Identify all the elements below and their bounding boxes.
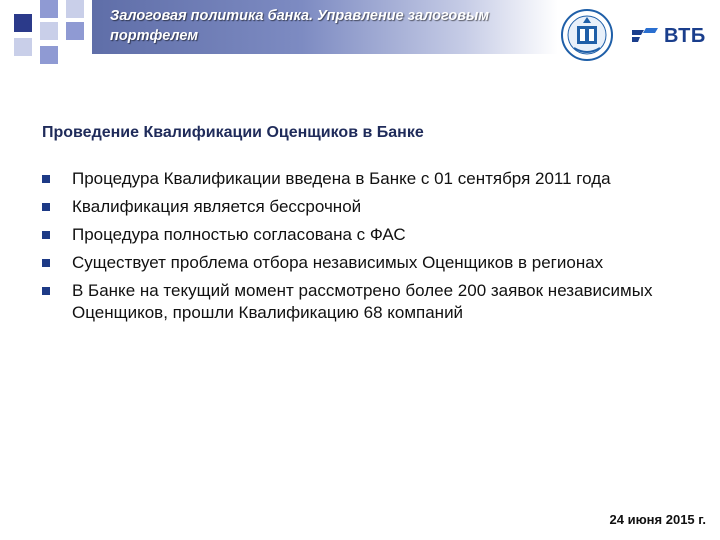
header-title: Залоговая политика банка. Управление залоговым портфелем (110, 8, 490, 44)
list-item (42, 196, 682, 218)
deco-square (66, 0, 84, 18)
square-bullet-icon (42, 175, 50, 183)
list-item-text: Процедура полностью согласована с ФАС (72, 225, 406, 244)
vtb-logo-icon (630, 24, 660, 48)
bullet-list (42, 168, 682, 330)
deco-square (40, 0, 58, 18)
deco-square (40, 22, 58, 40)
university-emblem-icon (560, 8, 614, 62)
square-bullet-icon (42, 203, 50, 211)
deco-square (14, 14, 32, 32)
list-item (42, 252, 682, 274)
deco-square (66, 22, 84, 40)
list-item (42, 224, 682, 246)
square-bullet-icon (42, 259, 50, 267)
slide-date: 24 июня 2015 г. (609, 512, 706, 527)
square-bullet-icon (42, 231, 50, 239)
list-item-text: Процедура Квалификации введена в Банке с 01 сентября 2011 года (72, 169, 611, 188)
vtb-logo-text: ВТБ (664, 24, 706, 47)
list-item-text: Квалификация является бессрочной (72, 197, 362, 216)
deco-square (40, 46, 58, 64)
vtb-logo (630, 22, 706, 50)
square-bullet-icon (42, 287, 50, 295)
list-item (42, 168, 682, 190)
list-item-text: Существует проблема отбора независимых Оценщиков в регионах (72, 253, 604, 272)
deco-square (14, 38, 32, 56)
list-item-text: В Банке на текущий момент рассмотрено более 200 заявок независимых Оценщиков, прошли Квалификацию 68 компаний (72, 281, 653, 322)
slide-header (0, 0, 720, 70)
slide-heading: Проведение Квалификации Оценщиков в Банке (42, 124, 424, 141)
list-item (42, 280, 682, 324)
